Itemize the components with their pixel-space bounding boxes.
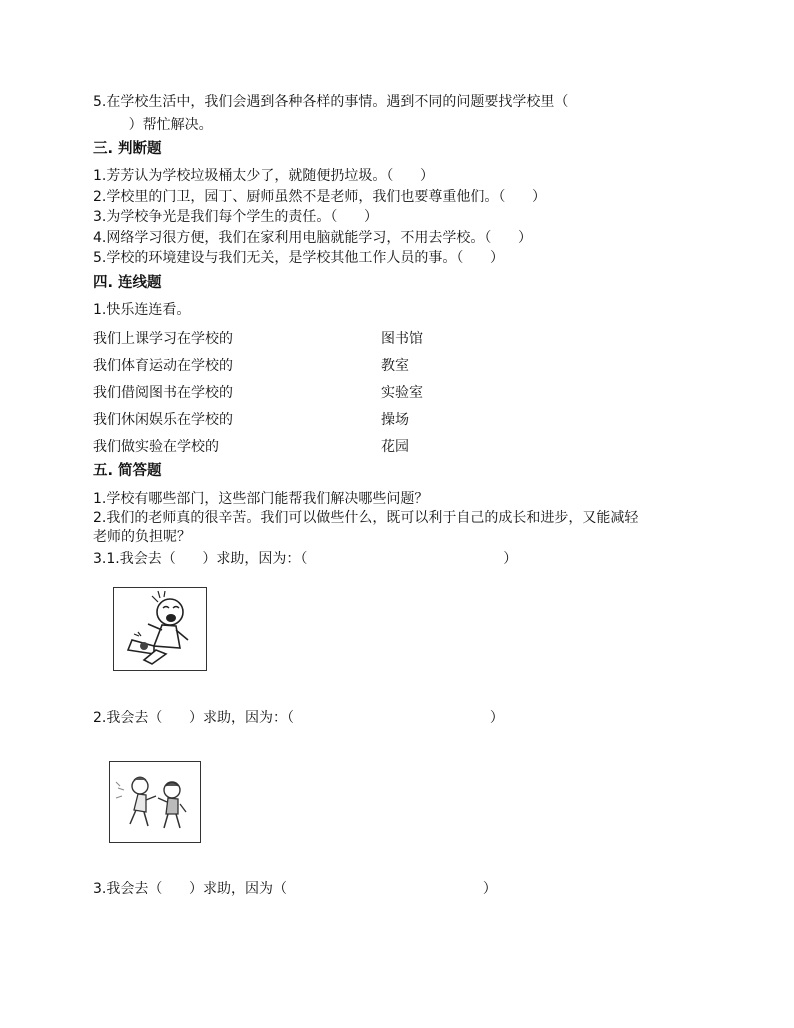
matching-right-5: 花园	[381, 439, 409, 455]
judge-section-title: 三. 判断题	[93, 141, 162, 157]
judge-item-2: 2.学校里的门卫，园丁、厨师虽然不是老师，我们也要尊重他们。（ ）	[93, 189, 547, 205]
matching-left-5: 我们做实验在学校的	[93, 439, 219, 455]
matching-left-2: 我们体育运动在学校的	[93, 358, 233, 374]
short-answer-q2-line1: 2.我们的老师真的很辛苦。我们可以做些什么，既可以利于自己的成长和进步，又能减轻	[93, 510, 639, 526]
short-answer-q1: 1.学校有哪些部门，这些部门能帮我们解决哪些问题？	[93, 491, 429, 507]
short-answer-q3-2: 2.我会去（ ）求助，因为：（ ）	[93, 710, 504, 726]
judge-item-1: 1.芳芳认为学校垃圾桶太少了，就随便扔垃圾。（ ）	[93, 168, 435, 184]
short-answer-section-title: 五. 简答题	[93, 463, 162, 479]
matching-right-4: 操场	[381, 412, 409, 428]
q5-text-line2: ）帮忙解决。	[93, 117, 213, 133]
short-answer-q3-1: 3.1.我会去（ ）求助，因为：（ ）	[93, 551, 518, 567]
matching-left-1: 我们上课学习在学校的	[93, 331, 233, 347]
judge-item-4: 4.网络学习很方便，我们在家利用电脑就能学习，不用去学校。（ ）	[93, 230, 533, 246]
fallen-child-drawing	[114, 588, 206, 670]
matching-left-4: 我们休闲娱乐在学校的	[93, 412, 233, 428]
judge-item-5: 5.学校的环境建设与我们无关，是学校其他工作人员的事。（ ）	[93, 250, 505, 266]
matching-left-3: 我们借阅图书在学校的	[93, 385, 233, 401]
matching-section-title: 四. 连线题	[93, 275, 162, 291]
illustration-quarrelling-children	[109, 761, 201, 843]
matching-prompt: 1.快乐连连看。	[93, 302, 191, 318]
matching-right-3: 实验室	[381, 385, 423, 401]
matching-right-1: 图书馆	[381, 331, 423, 347]
illustration-fallen-child	[113, 587, 207, 671]
matching-right-2: 教室	[381, 358, 409, 374]
q5-text-line1: 5.在学校生活中，我们会遇到各种各样的事情。遇到不同的问题要找学校里（	[93, 94, 569, 110]
quarrelling-children-drawing	[110, 762, 200, 842]
judge-item-3: 3.为学校争光是我们每个学生的责任。（ ）	[93, 209, 379, 225]
short-answer-q3-3: 3.我会去（ ）求助，因为（ ）	[93, 881, 497, 897]
short-answer-q2-line2: 老师的负担呢？	[93, 529, 191, 545]
